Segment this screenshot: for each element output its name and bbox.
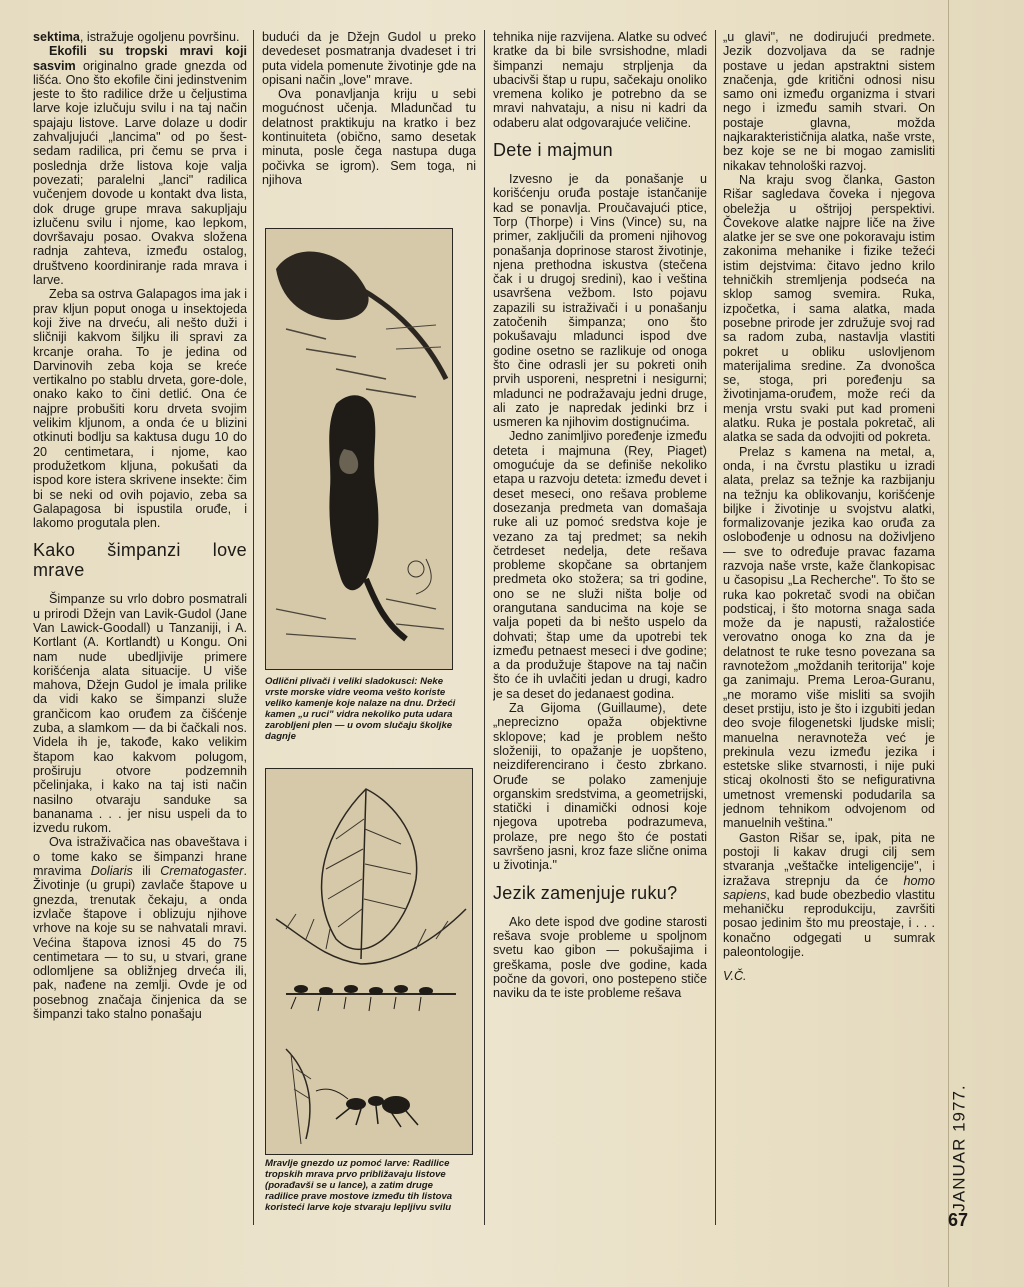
otter-icon xyxy=(266,229,452,669)
issue-date-text: JANUAR 1977. xyxy=(949,1084,969,1212)
species-crematogaster: Crematogaster xyxy=(160,864,244,879)
col1-para-4 xyxy=(33,835,247,1021)
col2-para-2: Ova ponavljanja kriju u sebi mogućnost učenja. Mladunčad tu delatnost praktikuju na kratko i bez kontinuiteta (obično, samo desetak minuta, posle čega nastupa duga počivka se igrom). Sem toga, ni njihova xyxy=(262,87,476,187)
col3-para-3: Jedno zanimljivo poređenje između deteta i majmuna (Rey, Piaget) omogućuje da se definiše nekoliko etapa u razvoju deteta: između devet i deset meseci, ono rešava probleme dosezanja predmeta van domašaja ruke ali uz pomoć sredstva koje je vezano za taj predmet; sa nekih četrdeset nedelja, dete rešava probleme skopčane sa obrtanjem predmeta oko stožera; sa tri godine, ono se ne služi ništa bolje od orangutana sanducima na koje se valja popeti da bi nešto uspelo da dohvati; štap ume da upotrebi tek između petnaest meseci i dve godine; a da produžuje štapove na taj način što će ih uvlačiti jedan u drugi, kadro je sa deset do jedanaest godina. xyxy=(493,429,707,701)
column-1 xyxy=(33,30,247,1230)
col1-p4c: . Životinje (u grupi) zavlače štapove u gnezda, trenutak čekaju, a onda izvlače štapove i oblizuju njihove vrhove na koje su se nahvatali mravi. Većina štapova iznosi 45 do 75 centimetara — to su, u stvari, grane odlomljene sa obližnjeg drveća ili, pak, nađene na zemlji. Ovde je od posebnog značaja činjenica da se šimpanzi tako stalno ponašaju xyxy=(33,864,247,1021)
section-heading-language: Jezik zamenjuje ruku? xyxy=(493,882,678,903)
homo-sapiens: homo sapiens xyxy=(723,873,935,902)
col1-p0-text: , istražuje ogoljenu površinu. xyxy=(79,30,240,44)
col3-para-5: Ako dete ispod dve godine starosti rešava svoje probleme u spoljnom svetu kao gibon — pokušajima i greškama, posle dve godine, kada počne da govori, ono postepeno stiče naviku da te iste probleme rešava xyxy=(493,914,707,1001)
column-2-text xyxy=(262,30,476,210)
ant-nest-caption: Mravlje gnezdo uz pomoć larve: Radilice tropskih mrava prvo približavaju listove (porađavši se u lance), a zatim druge radilice prave mostove između tih listova koristeći larve koje stvaraju lepljivu svilu xyxy=(265,1158,453,1213)
section-heading-chimps: Kako šimpanzi love mrave xyxy=(33,540,247,581)
author-signature: V.Č. xyxy=(723,969,747,984)
col4-p4b: , kad bude obezbedio vlastitu mehaničku reprodukciju, završiti posao jedinim što mu preostaje, i . . . konačno odgegati u sumrak paleontologije. xyxy=(723,887,935,959)
ant-nest-illustration xyxy=(265,768,473,1155)
col4-para-3: Prelaz s kamena na metal, a, onda, i na čvrstu plastiku u izradi alata, prelaz sa težnje ka razbijanju na težnju ka oblikovanju, korišćenje biljke i životinje u svojstvu alatki, formalizovanje jezika kao oruđa za oslobođenje u odnosu na doživljeno — sve to određuje pravac fazama razvoja naše vrste, kaže člankopisac u časopisu „La Recherche". To što se ruka kao pokretač svodi na običan podsticaj, i što motorna snaga sada može da je napusti, ražalostiće verovatno onoga ko zna da je delatnost te ruke tesno povezana sa ravnotežom „moždanih teritorija" koje ga zanimaju. Prema Leroa-Guranu, „ne moramo više misliti sa svojih deset prstiju, isto je što i izgubiti jedan deo svoje filogenetski ljudske misli; manuelna neravnoteža već je prekinula vezu između jezika i estetske slike stvarnosti, i nije puki sticaj okolnosti što se nefigurativna umetnost vremenski podudarila sa jednom tehnikom odvojenom od manuelnih veština." xyxy=(723,444,935,831)
col1-para-1 xyxy=(33,44,247,287)
col2-para-1: budući da je Džejn Gudol u preko devedeset posmatranja dvadeset i tri puta videla pomenute životinje gde na opisani način „love" mrave. xyxy=(262,30,476,87)
column-rule-3 xyxy=(715,30,716,1225)
col1-para-2: Zeba sa ostrva Galapagos ima jak i prav kljun poput onoga u insektojeda koji žive na drveću, ali nešto duži i sličniji kakvom šiljku ili spravi za krcanje oraha. To je jedina od Darvinovih zeba koja se kreće vertikalno po stablu drveta, gore-dole, onako kako to čini detlić. Ona će najpre probušiti koru drveta svojim velikim kljunom, a onda će u blizini otkinuti bodlju sa kaktusa dugu 10 do 20 centimetara, i njome, kao produžetkom kljuna, pokušati da ispod kore istera skrivene insekte: čim bi se neki od ovih pojavio, zeba sa Galapagosa bi ispustila oruđe, i lakomo progutala plen. xyxy=(33,287,247,531)
column-rule-1 xyxy=(253,30,254,1225)
section-heading-child-monkey: Dete i majmun xyxy=(493,140,613,161)
col4-p4a: Gaston Rišar se, ipak, pita ne postoji li kakav drugi cilj sem stvaranja „veštačke inteligencije", i izražava strepnju da će xyxy=(723,830,935,888)
col3-para-2: Izvesno je da ponašanje u korišćenju oruđa postaje istančanije kad se ponavlja. Proučavajući ptice, Torp (Thorpe) i Vins (Vince) su, na primer, zaključili da promeni njihovog ponašanja doprinose starost životinje, njena prethodna iskustva (stečena čak i u drugoj sredini), kao i veština usavršena vežbom. Isto pojavu zapazili su istraživači i u ponašanju zatočenih šimpanza; ono što pokušavaju mladunci ispod dve godine osetno se razlikuje od onoga što čine odrasli jer su pokreti onih prvih usporeni, nespretni i nesigurni; mladunci ne podražavaju jedni druge, ali zato je napredak jedinki brz i usmeren ka njihovim dostignućima. xyxy=(493,172,707,430)
col1-para-0 xyxy=(33,30,247,44)
col1-para-3: Šimpanze su vrlo dobro posmatrali u prirodi Džejn van Lavik-Gudol (Jane Van Lawick-Goodall) u Tanzaniji, i A. Kortlant (A. Kortlandt) u Kongu. Oni nam nude ubedljivije primere korišćenja alata situacije. U više mahova, Džejn Gudol je imala prilike da vidi kako se šimpanzi služe grančicom kao oruđem za čišćenje zuba, a slamkom — da bi čačkali nos. Videla ih je, takođe, kako velikim štapom kao kakvom polugom, proširuju otvore podzemnih pčelinjaka, i kako na taj isti način nasilno otvaraju sanduke sa bananama . . . jer nisu uspeli da to izvedu rukom. xyxy=(33,592,247,836)
column-rule-2 xyxy=(484,30,485,1225)
col4-para-4 xyxy=(723,831,935,960)
col4-para-1: „u glavi", ne dodirujući predmete. Jezik dozvoljava da se radnje postave u jedan apstraktni sistem značenja, gde kritični odnosi nisu samo oni između organizma i stvari nego i između samih stvari. On postaje glavna, možda najkarakterističnija alatka, naše vrste, bez koje se ne bi mogao zamisliti nikakav tehnološki razvoj. xyxy=(723,30,935,173)
col3-para-1: tehnika nije razvijena. Alatke su odveć kratke da bi bile svrsishodne, mladi šimpanzi nemaju strpljenja da ubacivši štap u rupu, sačekaju onoliko vremena koliko je potrebno da se mravi nahvataju, a nisu ni kadri da odaberu alat odgovarajuće veličine. xyxy=(493,30,707,130)
column-3 xyxy=(493,30,707,1230)
page-number: 67 xyxy=(948,1210,969,1230)
col3-para-4: Za Gijoma (Guillaume), dete „neprecizno opaža objektivne sklopove; kad je problem nešto složeniji, to opažanje je uopšteno, neizdiferencirano i često zbrkano. Oruđe se polako zamenjuje organskim sredstvima, a geometrijski, statički i dinamički odnosi koje njegova upotreba podrazumeva, prolaze, pre nego što će postati savršeno jasni, kroz faze slične onima u životinja." xyxy=(493,701,707,873)
otter-illustration xyxy=(265,228,453,670)
col1-p1-text: originalno grade gnezda od lišća. Ono što ekofile čini jedinstvenim jeste to što radilice drže u čeljustima larve koje izlučuju svilu i na taj način spajaju listove. Larve dolaze u dodir zahvaljujući „lancima" od po šest-sedam radilica, pri čemu se prva i poslednja drže listova koje valja povezati; paralelni „lanci" radilica vučenjem dovode u kontakt dva lista, dok druge grupe mrava sakupljaju izlučenu svilu i njome, kao lepkom, dovršavaju posao. Ovakva složena radnja zahteva, između ostalog, društveno koordiniranje rada mrava i larve. xyxy=(33,58,247,288)
col4-para-2: Na kraju svog članka, Gaston Rišar sagledava čoveka i njegova obeležja u oštrijoj perspektivi. Čovekove alatke najpre liče na žive alatke jer se sve one pokoravaju istim zakonima mehanike i fizike težeći istim dejstvima: čitavo jedno krilo tehničkih stremljenja podseća na sklop samog svemira. Ruka, izpočetka, i sama alatka, mada posebne prirode jer združuje svoj rad sa radom zuba, nastavlja vlastiti pokret u obliku uslovljenom materijalima sredine. Za dvonošca se, stoga, pri poređenju sa životinjama-oruđem, može reći da menja vrstu svaki put kad promeni alatku. Ruka je postala pokretač, ali alatka se sada da odvojiti od pokreta. xyxy=(723,172,935,445)
leaf-ant-icon xyxy=(266,769,472,1154)
issue-date xyxy=(944,1084,974,1220)
lead-bold: sektima xyxy=(33,30,80,44)
col1-p1-bold: Ekofili su tropski mravi koji sasvim xyxy=(33,44,247,73)
col1-p4b: ili xyxy=(132,864,161,879)
otter-caption: Odlični plivači i veliki sladokusci: Neke vrste morske vidre veoma vešto koriste veliko kamenje koje nalaze na dnu. Držeći kamen „u ruci" vidra nekoliko puta udara zarobljeni plen — u ovom slučaju školjke dagnje xyxy=(265,676,456,742)
species-doliaris: Doliaris xyxy=(90,864,133,879)
column-4 xyxy=(723,30,935,1230)
col1-p4a: Ova istraživačica nas obaveštava i o tome kako se šimpanzi hrane mravima xyxy=(33,835,247,879)
